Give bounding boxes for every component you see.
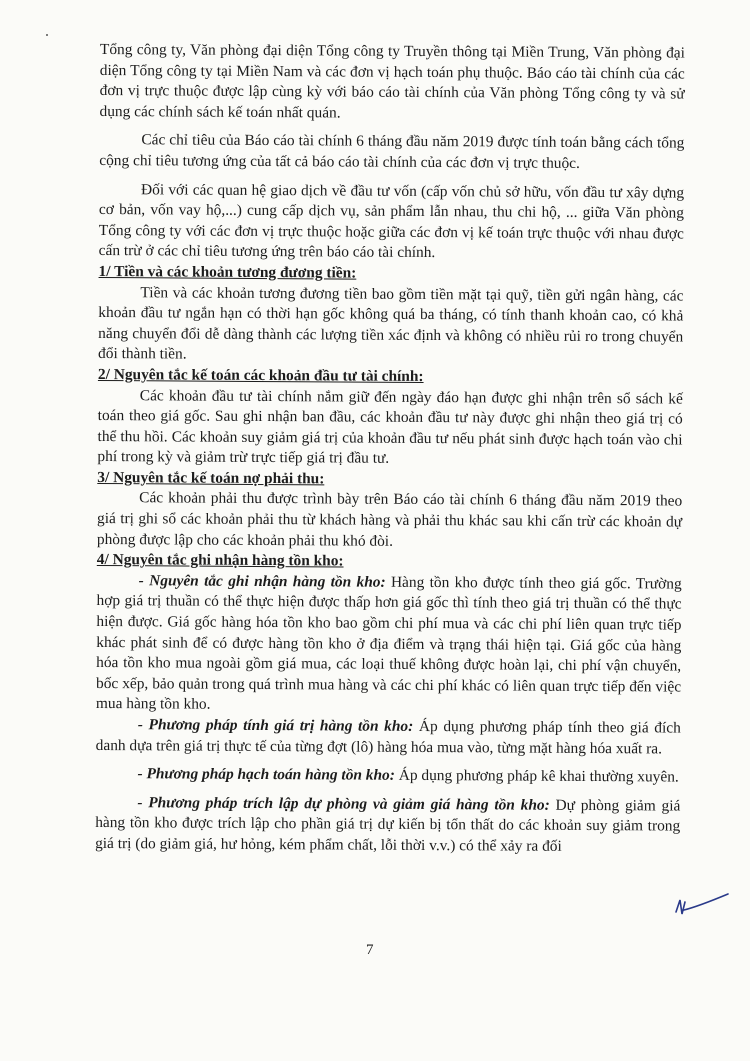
item-1-label: - Nguyên tắc ghi nhận hàng tồn kho: bbox=[138, 572, 386, 591]
section-3-paragraph: Các khoản phải thu được trình bày trên Báo cáo tài chính 6 tháng đầu năm 2019 theo giá trị ghi sổ các khoản phải thu từ khách hàng và phải thu khác sau khi cấn trừ các khoản dự phòng được lập cho các khoản phải thu khó đòi. bbox=[96, 489, 683, 550]
item-4-text: Dự phòng giảm giá hàng tồn kho được trích lập cho phần giá trị dự kiến bị tổn thất do các khoản suy giảm trong giá trị (do giảm giá, hư hỏng, kém phẩm chất, lỗi thời v.v.) có thể xảy ra đối bbox=[95, 796, 681, 855]
item-4-label: - Phương pháp trích lập dự phòng và giảm giá hàng tồn kho: bbox=[137, 794, 550, 814]
section-3-heading: 3/ Nguyên tắc kế toán nợ phải thu: bbox=[97, 468, 325, 488]
section-4-item-2 bbox=[96, 715, 681, 760]
initials-signature bbox=[672, 890, 732, 930]
section-1-paragraph: Tiền và các khoản tương đương tiền bao gồm tiền mặt tại quỹ, tiền gửi ngân hàng, các khoản đầu tư ngắn hạn có thời hạn gốc không quá ba tháng, có tính thanh khoản cao, có khả năng chuyển đổi dễ dàng thành các lượng tiền xác định và không có nhiều rủi ro trong chuyển đổi thành tiền. bbox=[98, 283, 684, 363]
document-page bbox=[95, 40, 685, 858]
intro-paragraph-3: Đối với các quan hệ giao dịch về đầu tư vốn (cấp vốn chủ sở hữu, vốn đầu tư xây dựng cơ bản, vốn vay hộ,...) cung cấp dịch vụ, sản phẩm lẫn nhau, thu chi hộ, ... giữa Văn phòng Tổng công ty với các đơn vị trực thuộc hoặc giữa các đơn vị kế toán trực thuộc với nhau được cấn trừ ở các chỉ tiêu tương ứng trên báo cáo tài chính. bbox=[98, 180, 685, 262]
item-1-text: Hàng tồn kho được tính theo giá gốc. Trường hợp giá trị thuần có thể thực hiện được thấp hơn giá gốc thì tính theo giá trị thuần có thể thực hiện được. Giá gốc hàng hóa tồn kho bao gồm chi phí mua và các chi phí liên quan trực tiếp khác phát sinh để có được hàng tồn kho ở địa điểm và trạng thái hiện tại. Giá gốc của hàng hóa tồn kho mua ngoài gồm giá mua, các loại thuế không được hoàn lại, chi phí vận chuyển, bốc xếp, bảo quản trong quá trình mua hàng và các chi phí khác có liên quan trực tiếp đến việc mua hàng tồn kho. bbox=[95, 573, 682, 714]
section-1-heading: 1/ Tiền và các khoản tương đương tiền: bbox=[98, 262, 357, 282]
section-4-item-4 bbox=[95, 793, 680, 858]
item-2-text: Áp dụng phương pháp tính theo giá đích danh dựa trên giá trị thực tế của từng đợt (lô) hàng hóa mua vào, từng mặt hàng hóa xuất ra. bbox=[95, 717, 681, 758]
item-2-label: - Phương pháp tính giá trị hàng tồn kho: bbox=[137, 716, 414, 735]
section-2-paragraph: Các khoản đầu tư tài chính nắm giữ đến ngày đáo hạn được ghi nhận trên sổ sách kế toán theo giá gốc. Sau ghi nhận ban đầu, các khoản đầu tư này được ghi nhận theo giá trị có thể thu hồi. Các khoản suy giảm giá trị của khoản đầu tư nếu phát sinh được hạch toán vào chi phí trong kỳ và giảm trừ trực tiếp giá trị đầu tư. bbox=[97, 386, 683, 468]
section-4-heading: 4/ Nguyên tắc ghi nhận hàng tồn kho: bbox=[96, 551, 344, 570]
item-3-text: Áp dụng phương pháp kê khai thường xuyên. bbox=[394, 767, 679, 786]
section-4-item-3 bbox=[95, 764, 680, 788]
section-4-item-1 bbox=[96, 571, 682, 719]
page-number: 7 bbox=[366, 942, 374, 958]
scan-speck bbox=[46, 34, 48, 36]
section-2-heading: 2/ Nguyên tắc kế toán các khoản đầu tư tài chính: bbox=[97, 365, 424, 385]
item-3-label: - Phương pháp hạch toán hàng tồn kho: bbox=[137, 765, 395, 785]
intro-paragraph-2: Các chỉ tiêu của Báo cáo tài chính 6 tháng đầu năm 2019 được tính toán bằng cách tổng cộng chỉ tiêu tương ứng của tất cả báo cáo tài chính của các đơn vị trực thuộc. bbox=[99, 131, 685, 172]
intro-paragraph-1: Tổng công ty, Văn phòng đại diện Tổng công ty Truyền thông tại Miền Trung, Văn phòng đại diện Tổng công ty tại Miền Nam và các đơn vị hạch toán phụ thuộc. Báo cáo tài chính của các đơn vị trực thuộc được lập cùng kỳ với báo cáo tài chính của Văn phòng Tổng công ty và sử dụng các chính sách kế toán nhất quán. bbox=[99, 40, 685, 122]
